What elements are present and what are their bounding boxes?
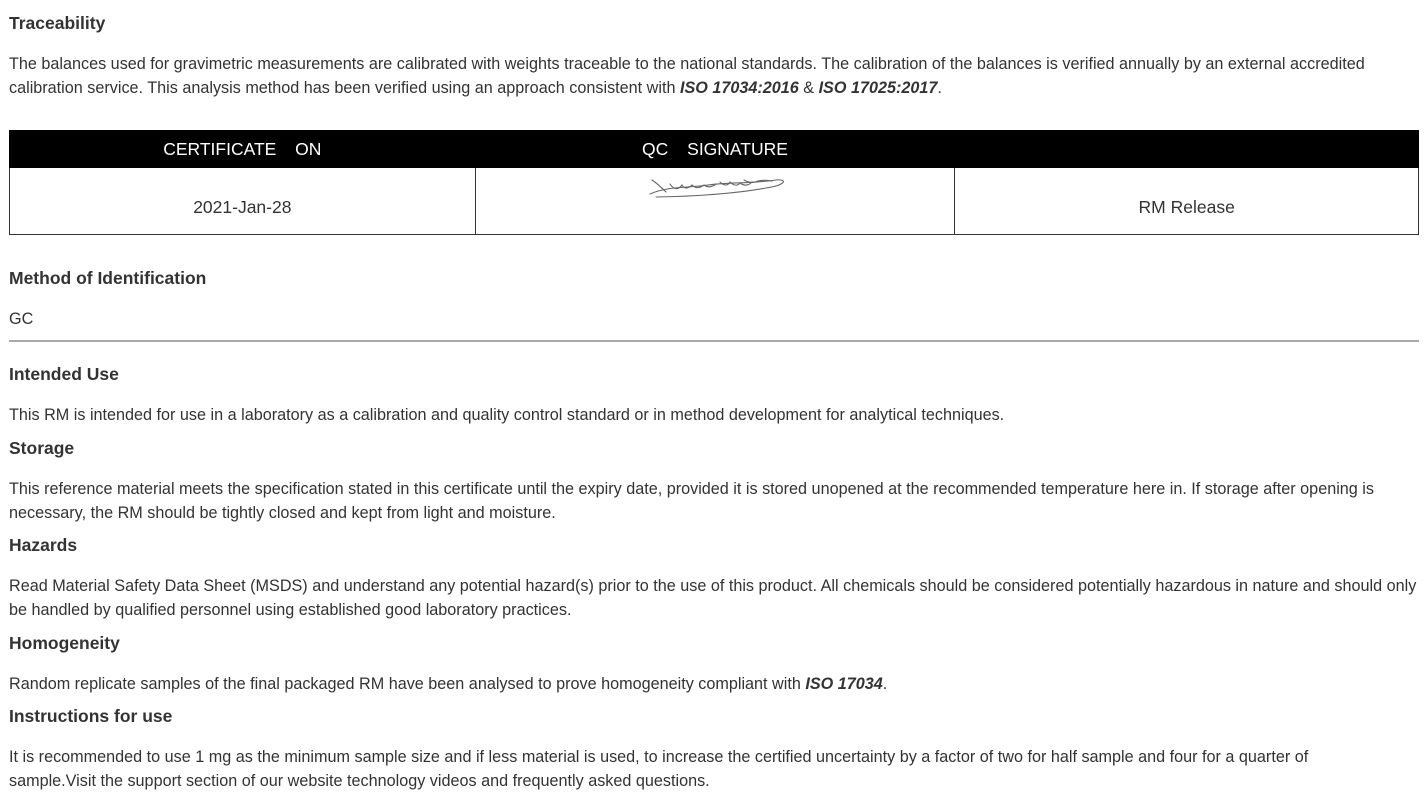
intended-use-heading: Intended Use <box>9 364 119 384</box>
certificate-table <box>9 130 1419 235</box>
iso-17034-2016: ISO 17034:2016 <box>679 79 799 97</box>
header-qc-signature: QC SIGNATURE <box>475 131 955 168</box>
storage-heading: Storage <box>9 438 75 458</box>
homogeneity-text-main: Random replicate samples of the final packaged RM have been analysed to prove homogeneity compliant with <box>9 675 806 693</box>
header-certificate-on: CERTIFICATE ON <box>10 131 476 168</box>
traceability-text-main: The balances used for gravimetric measurements are calibrated with weights traceable to the national standards. The calibration of the balances is verified annually by an external accredited calibration service. This analysis method has been verified using an approach consistent with <box>9 55 1365 97</box>
traceability-text <box>9 52 1411 100</box>
identification-heading: Method of Identification <box>9 268 207 288</box>
iso-17034: ISO 17034 <box>805 675 883 693</box>
hazards-heading: Hazards <box>9 535 78 555</box>
table-row <box>10 168 1419 235</box>
homogeneity-heading: Homogeneity <box>9 633 120 653</box>
storage-text: This reference material meets the specification stated in this certificate until the expiry date, provided it is stored unopened at the recommended temperature here in. If storage after opening is necessary, the RM should be tightly closed and kept from light and moisture. <box>9 480 1374 522</box>
traceability-ampersand: & <box>798 79 819 97</box>
hazards-text: Read Material Safety Data Sheet (MSDS) and understand any potential hazard(s) prior to the use of this product. All chemicals should be considered potentially hazardous in nature and should only be handled by qualified personnel using established good laboratory practices. <box>9 577 1417 619</box>
traceability-heading: Traceability <box>9 13 106 33</box>
instructions-heading: Instructions for use <box>9 706 173 726</box>
signature-cell <box>475 168 955 235</box>
identification-value: GC <box>9 310 34 328</box>
instructions-text: It is recommended to use 1 mg as the minimum sample size and if less material is used, to increase the certified uncertainty by a factor of two for half sample and four for a quarter of sample.Visit the support section of our website technology videos and frequently asked questions. <box>9 748 1309 790</box>
header-empty <box>955 131 1419 168</box>
certificate-table-header <box>10 131 1419 168</box>
traceability-period: . <box>937 79 942 97</box>
intended-use-text: This RM is intended for use in a laboratory as a calibration and quality control standard or in method development for analytical techniques. <box>9 406 1005 424</box>
iso-17025-2017: ISO 17025:2017 <box>818 79 938 97</box>
homogeneity-text <box>9 672 887 696</box>
certificate-date: 2021-Jan-28 <box>193 196 292 217</box>
qc-signature-image <box>648 176 788 202</box>
homogeneity-period: . <box>882 675 888 693</box>
section-divider <box>9 340 1419 342</box>
certificate-date-cell <box>10 168 476 235</box>
release-cell <box>955 168 1419 235</box>
rm-release-label: RM Release <box>1138 196 1235 217</box>
